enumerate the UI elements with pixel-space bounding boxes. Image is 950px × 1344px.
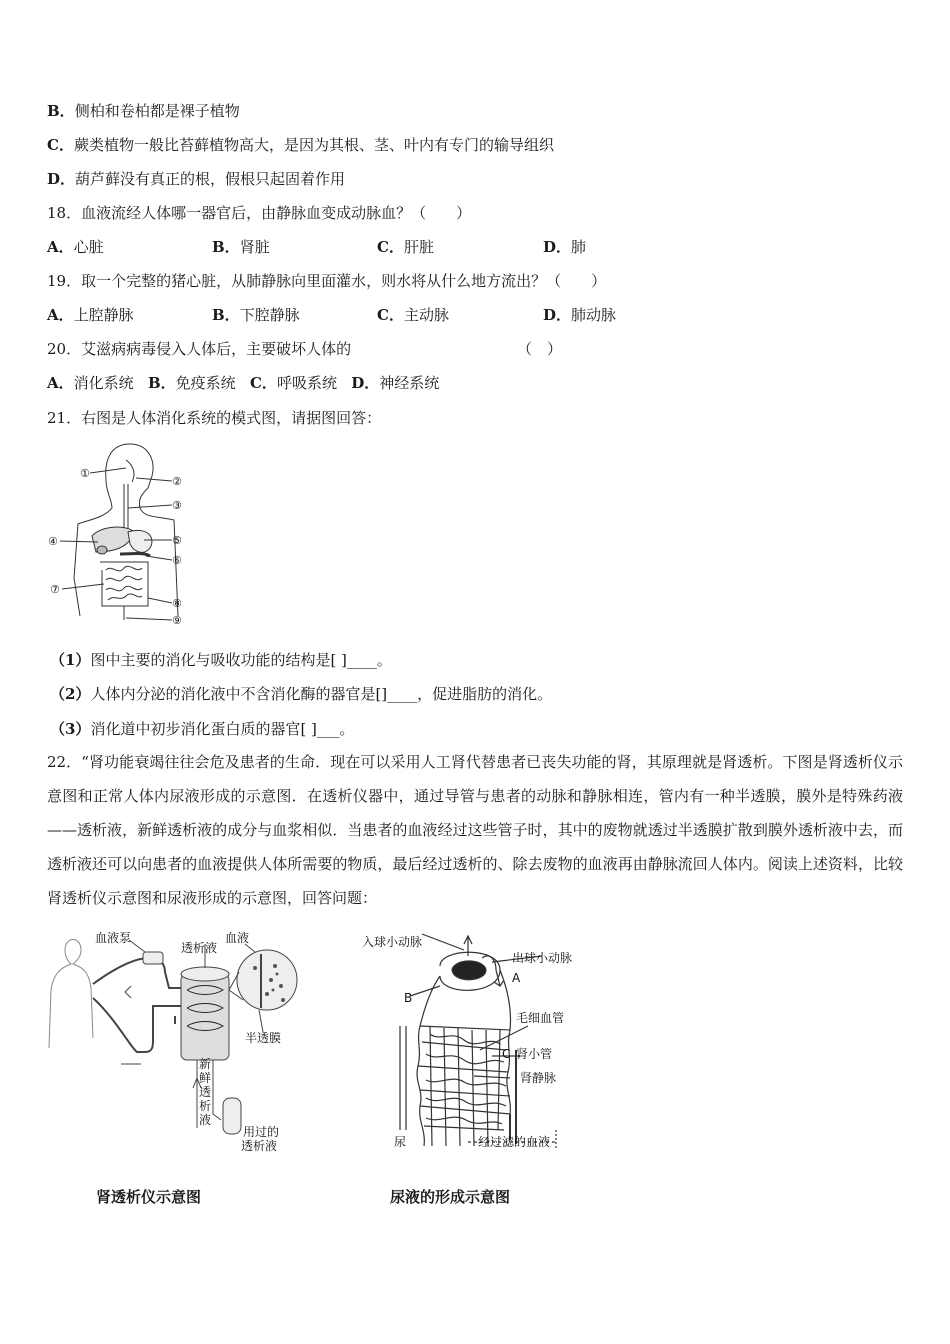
dialysate-label: 透析液 xyxy=(181,941,218,955)
q21-stem: 21．右图是人体消化系统的模式图，请据图回答： xyxy=(47,409,382,427)
q18-option-d: D．肺 xyxy=(543,238,587,256)
label-a: A xyxy=(512,971,521,985)
dialysis-caption: 肾透析仪示意图 xyxy=(96,1188,202,1206)
label-1: ① xyxy=(80,467,90,480)
q21-sub2: （2）人体内分泌的消化液中不含消化酶的器官是[]____，促进脂肪的消化。 xyxy=(50,685,553,703)
label-9: ⑨ xyxy=(172,614,182,627)
membrane-label: 半透膜 xyxy=(245,1031,282,1045)
q20-options: A．消化系统 B．免疫系统 C．呼吸系统 D．神经系统 xyxy=(47,374,440,392)
used-label-2: 透析液 xyxy=(241,1139,278,1153)
q17-option-d: D．葫芦藓没有真正的根，假根只起固着作用 xyxy=(47,170,346,188)
q21-sub1: （1）图中主要的消化与吸收功能的结构是[ ]____。 xyxy=(50,651,392,669)
label-6: ⑥ xyxy=(172,554,182,567)
q20-paren: （ ） xyxy=(517,340,563,358)
label-4: ④ xyxy=(48,535,58,548)
q18-stem: 18．血液流经人体哪一器官后，由静脉血变成动脉血？（ ） xyxy=(47,204,472,222)
q19-option-c: C．主动脉 xyxy=(377,306,449,324)
fresh-2: 鲜 xyxy=(199,1071,212,1085)
vein-label: 肾静脉 xyxy=(520,1071,557,1085)
digestive-system-figure xyxy=(44,438,194,630)
label-8: ⑧ xyxy=(172,597,182,610)
label-2: ② xyxy=(172,475,182,488)
label-c: C xyxy=(502,1047,511,1061)
blood-label: 血液 xyxy=(225,931,250,945)
urine-label: 尿 xyxy=(394,1135,407,1149)
fresh-3: 透 xyxy=(199,1085,212,1099)
fresh-1: 新 xyxy=(199,1057,212,1071)
urine-formation-figure xyxy=(360,930,590,1156)
q18-option-c: C．肝脏 xyxy=(377,238,434,256)
q17-option-c: C．蕨类植物一般比苔藓植物高大，是因为其根、茎、叶内有专门的输导组织 xyxy=(47,136,554,154)
filtered-label: 经过滤的血液 xyxy=(478,1135,551,1149)
efferent-label: 出球小动脉 xyxy=(512,951,573,965)
q18-option-b: B．肾脏 xyxy=(212,238,270,256)
q22-paragraph: 22．“肾功能衰竭往往会危及患者的生命．现在可以采用人工肾代替患者已丧失功能的肾，其原理就是肾透析。下图是肾透析仪示意图和正常人体内尿液形成的示意图．在透析仪器中，通过导管与患者的动脉和静脉相连，管内有一种半透膜，膜外是特殊药液——透析液，新鲜透析液的成分与血浆相似．当患者的血液经过这些管子时，其中的废物就透过半透膜扩散到膜外透析液中去，而透析液还可以向患者的血液提供人体所需要的物质，最后经过透析的、除去废物的血液再由静脉流回人体内。阅读上述资料，比较肾透析仪示意图和尿液形成的示意图，回答问题： xyxy=(47,753,903,907)
q19-option-a: A．上腔静脉 xyxy=(47,306,134,324)
fresh-4: 析 xyxy=(199,1099,212,1113)
label-3: ③ xyxy=(172,499,182,512)
pump-label: 血液泵 xyxy=(95,931,132,945)
label-5: ⑤ xyxy=(172,534,182,547)
used-label-1: 用过的 xyxy=(243,1125,280,1139)
tubule-label: 肾小管 xyxy=(516,1047,553,1061)
q20-stem: 20．艾滋病病毒侵入人体后，主要破坏人体的 xyxy=(47,340,352,358)
label-b: B xyxy=(404,991,413,1005)
q19-option-d: D．肺动脉 xyxy=(543,306,617,324)
q17-option-b: B．侧柏和卷柏都是裸子植物 xyxy=(47,102,240,120)
capillary-label: 毛细血管 xyxy=(516,1011,565,1025)
fresh-5: 液 xyxy=(199,1113,212,1127)
q19-stem: 19．取一个完整的猪心脏，从肺静脉向里面灌水，则水将从什么地方流出？（ ） xyxy=(47,272,607,290)
q18-option-a: A．心脏 xyxy=(47,238,104,256)
afferent-label: 入球小动脉 xyxy=(362,935,423,949)
dialysis-figure xyxy=(45,928,315,1160)
q19-option-b: B．下腔静脉 xyxy=(212,306,300,324)
label-7: ⑦ xyxy=(50,583,60,596)
q21-sub3: （3）消化道中初步消化蛋白质的器官[ ]___。 xyxy=(50,720,355,738)
urine-caption: 尿液的形成示意图 xyxy=(390,1188,511,1206)
